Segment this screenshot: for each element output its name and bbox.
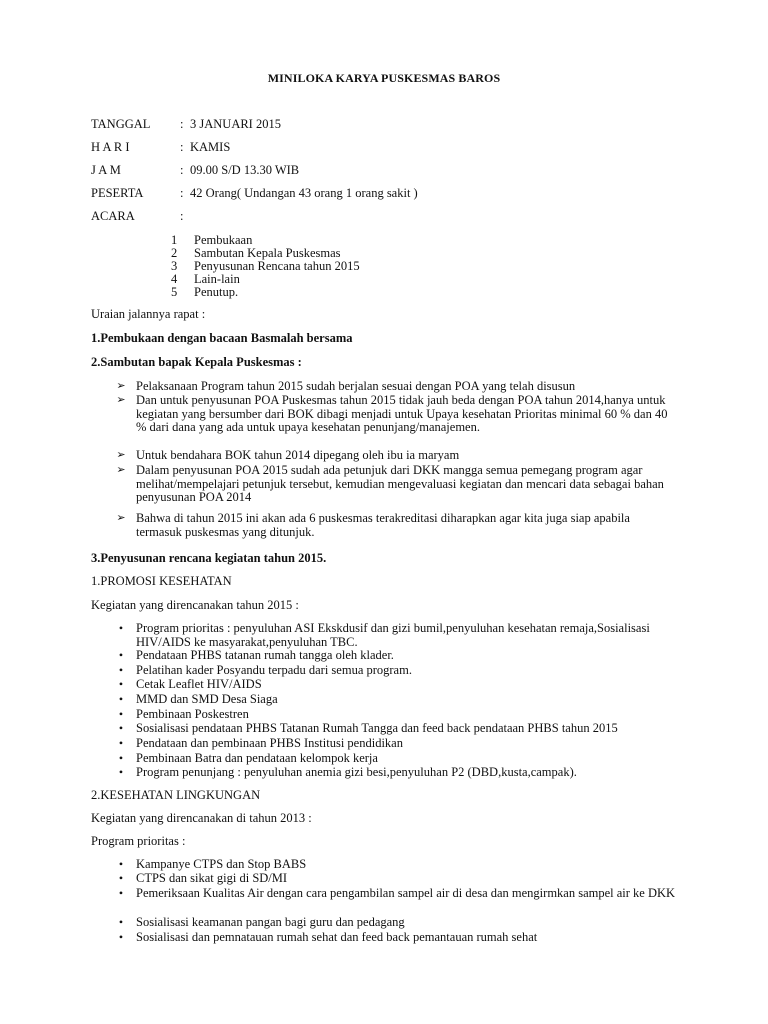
sambutan-item: Untuk bendahara BOK tahun 2014 dipegang oleh ibu ia maryam [136,448,460,462]
subsection-heading-promosi: 1.PROMOSI KESEHATAN [91,574,232,588]
info-label-acara: ACARA [91,209,135,223]
bullet-icon: • [118,721,124,735]
bullet-icon: • [118,677,124,691]
sambutan-item: Dan untuk penyusunan POA Puskesmas tahun 2015 tidak jauh beda dengan POA tahun 2014,hanya untuk kegiatan yang bersumber dari BOK dibagi menjadi untuk Upaya kesehatan Prioritas minimal 60 % dan 40 % dari dana yang ada untuk upaya kesehatan penunjang/manajemen. [136,393,668,435]
bullet-icon: • [118,886,124,900]
bullet-icon: • [118,765,124,779]
subsection-heading-lingkungan: 2.KESEHATAN LINGKUNGAN [91,788,261,802]
lingkungan-intro: Kegiatan yang direncanakan di tahun 2013 : [91,811,312,825]
arrow-bullet-icon: ➢ [116,449,126,461]
sambutan-item: Bahwa di tahun 2015 ini akan ada 6 puskesmas terakreditasi diharapkan agar kita juga siap apabila termasuk puskesmas yang ditunjuk. [136,511,630,539]
agenda-number: 3 [171,259,178,273]
bullet-icon: • [118,648,124,662]
agenda-item: Penutup. [194,285,239,299]
info-colon: : [180,209,184,223]
promosi-item: Pembinaan Poskestren [136,707,249,721]
bullet-icon: • [118,871,124,885]
bullet-icon: • [118,751,124,765]
promosi-item: MMD dan SMD Desa Siaga [136,692,278,706]
info-label-tanggal: TANGGAL [91,117,151,131]
lingkungan-item: Pemeriksaan Kualitas Air dengan cara pengambilan sampel air di desa dan mengirmkan sampel air ke DKK [136,886,676,900]
info-value-hari: KAMIS [190,140,231,154]
info-colon: : [180,140,184,154]
section-heading-sambutan: 2.Sambutan bapak Kepala Puskesmas : [91,355,302,369]
info-colon: : [180,117,184,131]
section-heading-pembukaan: 1.Pembukaan dengan bacaan Basmalah bersama [91,331,353,345]
promosi-item: Program penunjang : penyuluhan anemia gizi besi,penyuluhan P2 (DBD,kusta,campak). [136,765,577,779]
bullet-icon: • [118,736,124,750]
info-label-jam: J A M [91,163,121,177]
promosi-item: Pendataan dan pembinaan PHBS Institusi pendidikan [136,736,403,750]
lingkungan-item: Sosialisasi keamanan pangan bagi guru dan pedagang [136,915,405,929]
agenda-item: Pembukaan [194,233,253,247]
sambutan-item: Dalam penyusunan POA 2015 sudah ada petunjuk dari DKK mangga semua pemegang program agar melihat/mempelajari petunjuk tersebut, kemudian mengevaluasi kegiatan dan mencari data sebagai bahan penyusunan POA 2014 [136,463,664,505]
uraian-text: Uraian jalannya rapat : [91,307,206,321]
promosi-item: Program prioritas : penyuluhan ASI Ekskdusif dan gizi bumil,penyuluhan kesehatan remaja,Sosialisasi HIV/AIDS ke masyarakat,penyuluhan TBC. [136,621,650,649]
bullet-icon: • [118,930,124,944]
bullet-icon: • [118,915,124,929]
promosi-item: Pelatihan kader Posyandu terpadu dari semua program. [136,663,412,677]
info-label-hari: H A R I [91,140,130,154]
section-heading-penyusunan: 3.Penyusunan rencana kegiatan tahun 2015. [91,551,327,565]
agenda-number: 2 [171,246,178,260]
agenda-number: 1 [171,233,178,247]
info-value-jam: 09.00 S/D 13.30 WIB [190,163,300,177]
info-value-peserta: 42 Orang( Undangan 43 orang 1 orang sakit ) [190,186,418,200]
arrow-bullet-icon: ➢ [116,464,126,476]
info-colon: : [180,163,184,177]
lingkungan-item: Kampanye CTPS dan Stop BABS [136,857,307,871]
agenda-item: Penyusunan Rencana tahun 2015 [194,259,360,273]
lingkungan-item: Sosialisasi dan pemnatauan rumah sehat dan feed back pemantauan rumah sehat [136,930,538,944]
info-value-tanggal: 3 JANUARI 2015 [190,117,281,131]
bullet-icon: • [118,857,124,871]
promosi-item: Cetak Leaflet HIV/AIDS [136,677,262,691]
info-label-peserta: PESERTA [91,186,144,200]
bullet-icon: • [118,621,124,635]
bullet-icon: • [118,692,124,706]
promosi-item: Sosialisasi pendataan PHBS Tatanan Rumah Tangga dan feed back pendataan PHBS tahun 2015 [136,721,618,735]
agenda-number: 4 [171,272,178,286]
bullet-icon: • [118,707,124,721]
agenda-number: 5 [171,285,178,299]
promosi-item: Pembinaan Batra dan pendataan kelompok kerja [136,751,378,765]
lingkungan-subheading: Program prioritas : [91,834,186,848]
promosi-item: Pendataan PHBS tatanan rumah tangga oleh klader. [136,648,394,662]
arrow-bullet-icon: ➢ [116,512,126,524]
info-colon: : [180,186,184,200]
sambutan-item: Pelaksanaan Program tahun 2015 sudah berjalan sesuai dengan POA yang telah disusun [136,379,576,393]
document-title: MINILOKA KARYA PUSKESMAS BAROS [267,71,501,85]
agenda-item: Sambutan Kepala Puskesmas [194,246,341,260]
promosi-intro: Kegiatan yang direncanakan tahun 2015 : [91,598,299,612]
arrow-bullet-icon: ➢ [116,380,126,392]
arrow-bullet-icon: ➢ [116,394,126,406]
bullet-icon: • [118,663,124,677]
lingkungan-item: CTPS dan sikat gigi di SD/MI [136,871,288,885]
agenda-item: Lain-lain [194,272,240,286]
